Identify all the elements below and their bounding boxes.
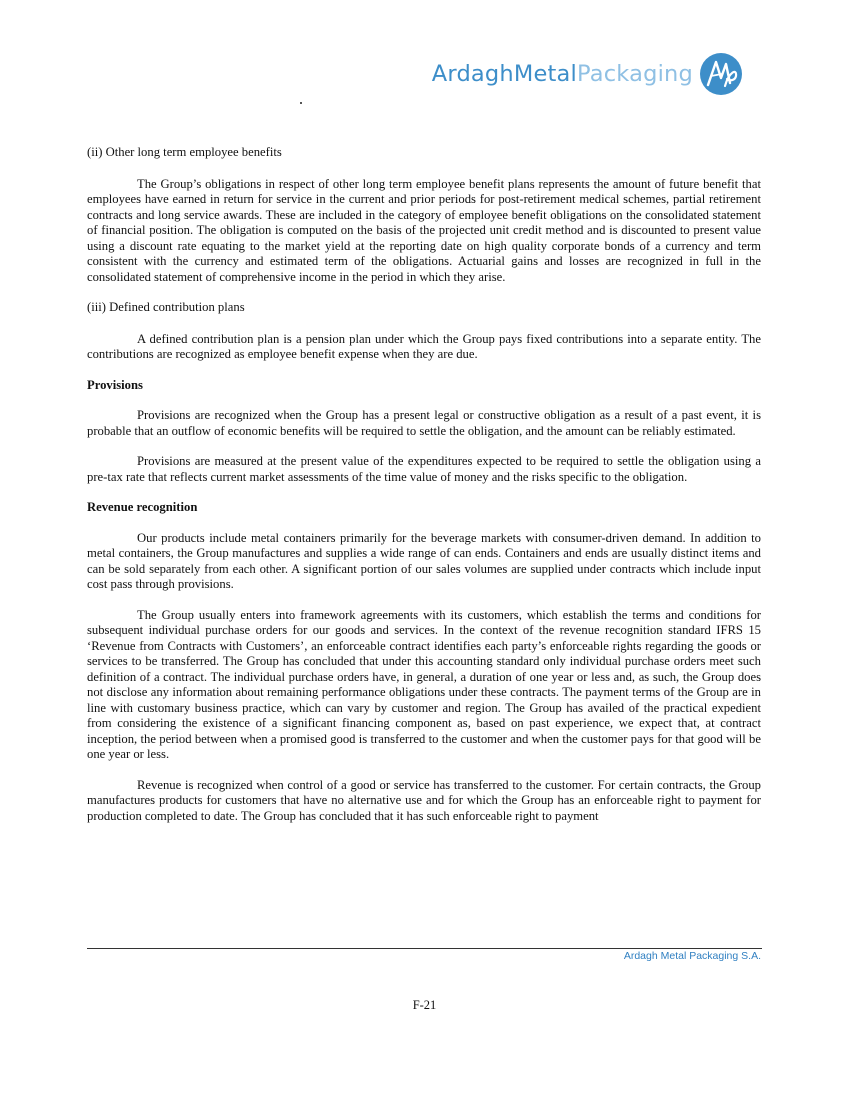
section-title-defined-contribution: (iii) Defined contribution plans [87,300,245,314]
company-logo-text [432,61,693,87]
paragraph-revenue-1: Our products include metal containers primarily for the beverage markets with consumer-driven demand. In addition to metal containers, the Group manufactures and supplies a wide range of can ends. Containers and ends are usually distinct items and can be sold separately from each other. A significant portion of our sales volumes are supplied under contracts which include input cost pass through provisions. [87,530,761,591]
paragraph-provisions-1: Provisions are recognized when the Group has a present legal or constructive obligation as a result of a past event, it is probable that an outflow of economic benefits will be required to settle the obligation, and the amount can be reliably estimated. [87,408,761,438]
amp-logo-icon [699,52,743,96]
page-number: F-21 [412,998,437,1012]
footer-company-name: Ardagh Metal Packaging S.A. [623,950,761,962]
logo-word-packaging: Packaging [576,61,693,87]
page-header [432,52,743,96]
heading-provisions: Provisions [87,377,143,392]
section-title-other-benefits: (ii) Other long term employee benefits [87,145,282,159]
paragraph-other-benefits: The Group’s obligations in respect of other long term employee benefit plans represents the amount of future benefit that employees have earned in return for service in the current and prior periods for post-retirement medical schemes, partial retirement contracts and long service awards. These are included in the category of employee benefit obligations on the consolidated statement of financial position. The obligation is computed on the basis of the projected unit credit method and is discounted to present value using a discount rate equating to the market yield at the reporting date on high quality corporate bonds of a currency and term consistent with the currency and estimated term of the obligations. Actuarial gains and losses are recognized in full in the consolidated statement of comprehensive income in the period in which they arise. [87,176,761,284]
paragraph-provisions-2: Provisions are measured at the present value of the expenditures expected to be required to settle the obligation using a pre-tax rate that reflects current market assessments of the time value of money and the risks specific to the obligation. [87,454,761,484]
logo-word-metal: Metal [513,61,577,87]
stray-mark [300,102,302,104]
footer-divider [87,948,762,949]
paragraph-revenue-2: The Group usually enters into framework agreements with its customers, which establish the terms and conditions for subsequent individual purchase orders for our goods and services. In the context of the revenue recognition standard IFRS 15 ‘Revenue from Contracts with Customers’, an enforceable contract identifies each party’s enforceable rights regarding the goods or services to be transferred. The Group has concluded that under this accounting standard only individual purchase orders meet such definition of a contract. The individual purchase orders have, in general, a duration of one year or less and, as such, the Group does not disclose any information about remaining performance obligations under these contracts. The payment terms of the Group are in line with customary business practice, which can vary by customer and region. The Group has availed of the practical expedient from considering the existence of a significant financing component as, based on past experience, we expect that, at contract inception, the period between when a promised good is transferred to the customer and when the customer pays for that good will be one year or less. [87,607,761,761]
document-body [87,145,761,839]
paragraph-defined-contribution: A defined contribution plan is a pension plan under which the Group pays fixed contributions into a separate entity. The contributions are recognized as employee benefit expense when they are due. [87,331,761,361]
heading-revenue-recognition: Revenue recognition [87,500,198,514]
paragraph-revenue-3: Revenue is recognized when control of a good or service has transferred to the customer. For certain contracts, the Group manufactures products for customers that have no alternative use and for which the Group has an enforceable right to payment for production completed to date. The Group has concluded that it has such enforceable right to payment [87,777,761,823]
logo-word-ardagh: Ardagh [431,61,514,87]
